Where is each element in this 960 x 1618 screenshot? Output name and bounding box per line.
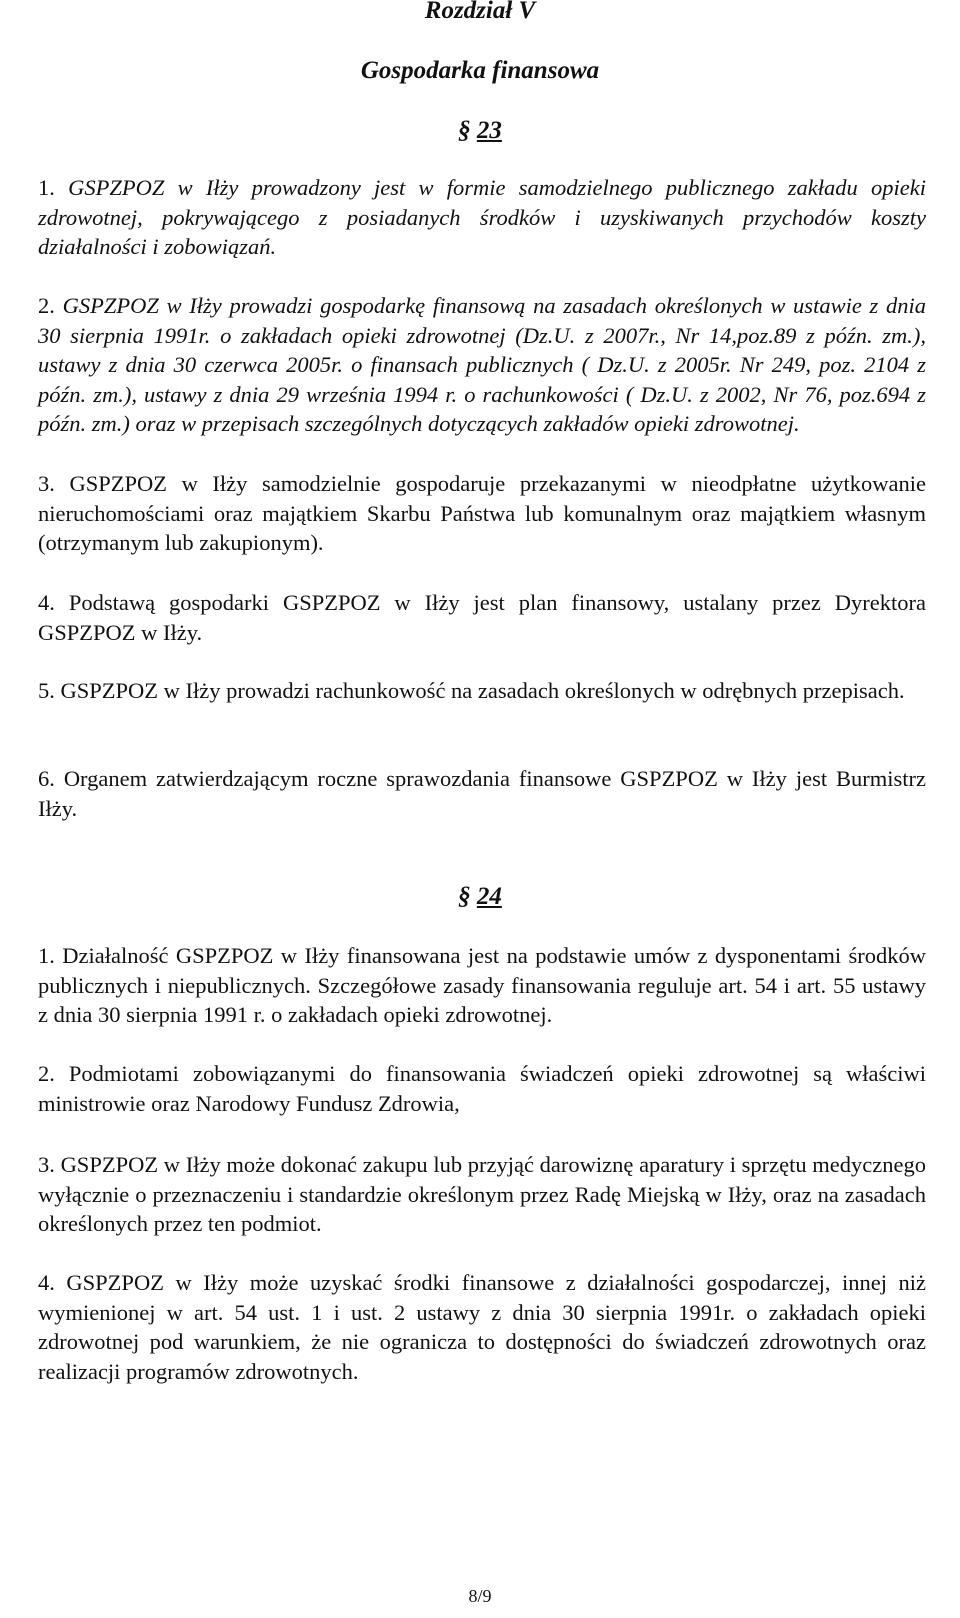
section-24-item-1 <box>38 941 926 1030</box>
section-number: 24 <box>476 883 502 910</box>
section-number: 23 <box>476 117 502 144</box>
section-23-heading <box>400 116 560 146</box>
section-24-heading <box>400 882 560 912</box>
section-23-item-4 <box>38 588 926 647</box>
chapter-subtitle: Gospodarka finansowa <box>360 57 600 84</box>
item-number: 4. <box>38 1270 55 1295</box>
item-number: 2. <box>38 293 55 318</box>
item-text: Działalność GSPZPOZ w Iłży finansowana jest na podstawie umów z dysponentami środków publicznych i niepublicznych. Szczegółowe zasady finansowania reguluje art. 54 i art. 55 ustawy z dnia 30 sierpnia 1991 r. o zakładach opieki zdrowotnej. <box>38 943 926 1028</box>
section-24-item-4 <box>38 1268 926 1386</box>
item-text: GSPZPOZ w Iłży może dokonać zakupu lub przyjąć darowiznę aparatury i sprzętu medycznego wyłącznie o przeznaczeniu i standardzie określonym przez Radę Miejską w Iłży, oraz na zasadach określonych przez ten podmiot. <box>38 1152 926 1237</box>
item-text: Podstawą gospodarki GSPZPOZ w Iłży jest plan finansowy, ustalany przez Dyrektora GSPZPOZ w Iłży. <box>38 590 927 645</box>
item-text: Podmiotami zobowiązanymi do finansowania świadczeń opieki zdrowotnej są właściwi ministrowie oraz Narodowy Fundusz Zdrowia, <box>38 1061 927 1116</box>
item-number: 2. <box>38 1061 55 1086</box>
item-number: 6. <box>38 766 55 791</box>
item-number: 1. <box>38 175 55 200</box>
section-23-item-3 <box>38 469 926 558</box>
chapter-title: Rozdział V <box>424 0 536 24</box>
page-number: 8/9 <box>468 1586 492 1606</box>
section-24-item-2 <box>38 1059 926 1118</box>
item-number: 1. <box>38 943 55 968</box>
item-text: GSPZPOZ w Iłży prowadzi gospodarkę finansową na zasadach określonych w ustawie z dnia 30 sierpnia 1991r. o zakładach opieki zdrowotnej (Dz.U. z 2007r., Nr 14,poz.89 z późn. zm.), ustawy z dnia 30 czerwca 2005r. o finansach publicznych ( Dz.U. z 2005r. Nr 249, poz. 2104 z późn. zm.), ustawy z dnia 29 września 1994 r. o rachunkowości ( Dz.U. z 2002, Nr 76, poz.694 z późn. zm.) oraz w przepisach szczególnych dotyczących zakładów opieki zdrowotnej. <box>38 293 926 437</box>
item-number: 5. <box>38 678 55 703</box>
item-number: 3. <box>38 1152 55 1177</box>
item-number: 4. <box>38 590 55 615</box>
item-text: Organem zatwierdzającym roczne sprawozdania finansowe GSPZPOZ w Iłży jest Burmistrz Iłży. <box>38 766 926 821</box>
item-number: 3. <box>38 471 55 496</box>
section-23-item-2 <box>38 291 926 439</box>
item-text: GSPZPOZ w Iłży prowadzony jest w formie samodzielnego publicznego zakładu opieki zdrowotnej, pokrywającego z posiadanych środków i uzyskiwanych przychodów koszty działalności i zobowiązań. <box>38 175 926 260</box>
section-23-item-1 <box>38 173 926 262</box>
section-24-item-3 <box>38 1150 926 1239</box>
section-sign-icon: § <box>458 883 471 910</box>
item-text: GSPZPOZ w Iłży samodzielnie gospodaruje przekazanymi w nieodpłatne użytkowanie nieruchomościami oraz majątkiem Skarbu Państwa lub komunalnym oraz majątkiem własnym (otrzymanym lub zakupionym). <box>38 471 926 556</box>
section-23-item-6 <box>38 764 926 823</box>
section-sign-icon: § <box>458 117 471 144</box>
item-text: GSPZPOZ w Iłży prowadzi rachunkowość na zasadach określonych w odrębnych przepisach. <box>60 678 905 703</box>
item-text: GSPZPOZ w Iłży może uzyskać środki finansowe z działalności gospodarczej, innej niż wymienionej w art. 54 ust. 1 i ust. 2 ustawy z dnia 30 sierpnia 1991r. o zakładach opieki zdrowotnej pod warunkiem, że nie ogranicza to dostępności do świadczeń zdrowotnych oraz realizacji programów zdrowotnych. <box>38 1270 927 1384</box>
section-23-item-5 <box>38 676 926 706</box>
